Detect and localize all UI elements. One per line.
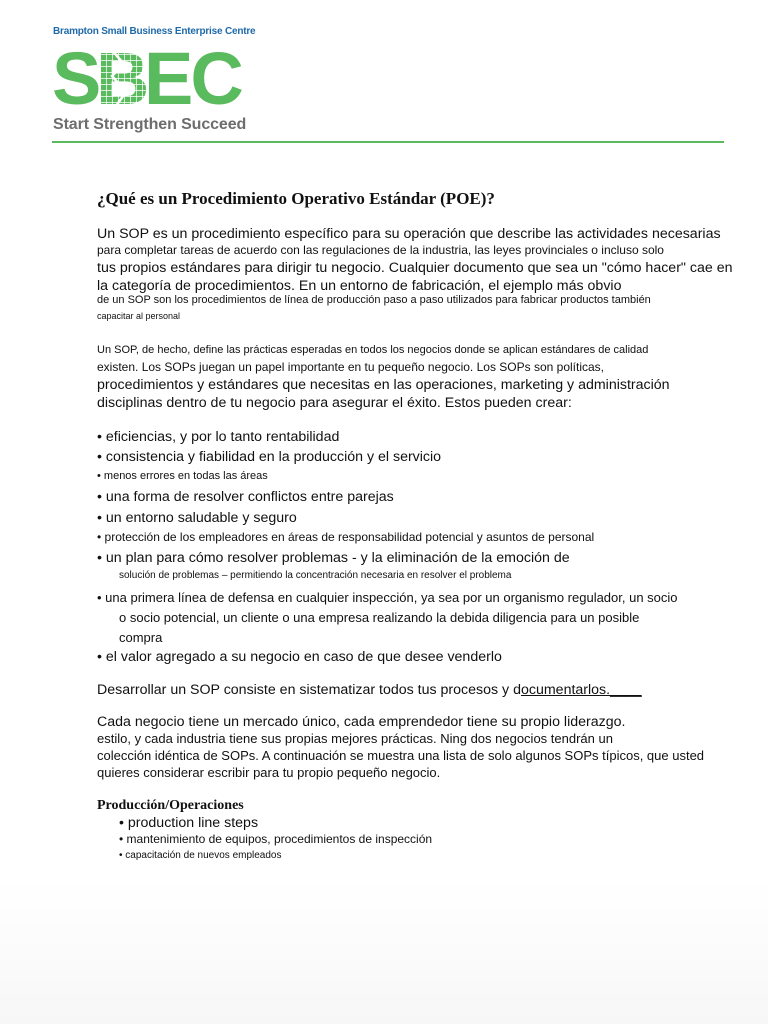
paragraph-line: tus propios estándares para dirigir tu negocio. Cualquier documento que sea un "cómo hacer" cae en	[97, 260, 733, 276]
list-item-continuation: solución de problemas – permitiendo la concentración necesaria en resolver el problema	[119, 570, 512, 581]
sbec-logo	[52, 42, 242, 112]
header-divider	[52, 141, 724, 143]
paragraph-line: estilo, y cada industria tiene sus propias mejores prácticas. Ning dos negocios tendrán un	[97, 731, 613, 746]
tagline: Start Strengthen Succeed	[53, 116, 247, 133]
paragraph-line: quieres considerar escribir para tu propio pequeño negocio.	[97, 765, 441, 780]
paragraph-line: procedimientos y estándares que necesitas en las operaciones, marketing y administración	[97, 377, 670, 393]
list-item-continuation: compra	[119, 630, 163, 645]
paragraph-line	[97, 683, 642, 697]
paragraph-line: Un SOP es un procedimiento específico para su operación que describe las actividades necesarias	[97, 226, 721, 242]
list-item: • un plan para cómo resolver problemas - y la eliminación de la emoción de	[97, 550, 570, 566]
paragraph-line: de un SOP son los procedimientos de línea de producción paso a paso utilizados para fabricar productos también	[97, 294, 651, 306]
list-item: • el valor agregado a su negocio en caso de que desee venderlo	[97, 649, 502, 665]
list-item: • una forma de resolver conflictos entre parejas	[97, 489, 394, 505]
list-item: • un entorno saludable y seguro	[97, 510, 297, 526]
paragraph-line: disciplinas dentro de tu negocio para asegurar el éxito. Estos pueden crear:	[97, 395, 572, 411]
list-item-continuation: o socio potencial, un cliente o una empresa realizando la debida diligencia para un posible	[119, 610, 640, 625]
paragraph-line: la categoría de procedimientos. En un entorno de fabricación, el ejemplo más obvio	[97, 278, 622, 294]
paragraph-line: capacitar al personal	[97, 311, 181, 321]
svg-text:B: B	[96, 42, 147, 112]
list-item: • eficiencias, y por lo tanto rentabilidad	[97, 429, 340, 445]
list-item: • menos errores en todas las áreas	[97, 470, 268, 482]
svg-text:S: S	[52, 42, 99, 112]
paragraph-line: para completar tareas de acuerdo con las regulaciones de la industria, las leyes provinciales o incluso solo	[97, 243, 664, 257]
svg-text:EC: EC	[144, 42, 241, 112]
paragraph-line: colección idéntica de SOPs. A continuación se muestra una lista de solo algunos SOPs típicos, que usted	[97, 748, 705, 763]
underlined-text: ocumentarlos.____	[520, 682, 642, 698]
paragraph-line: Cada negocio tiene un mercado único, cada emprendedor tiene su propio liderazgo.	[97, 714, 626, 730]
list-item: • mantenimiento de equipos, procedimientos de inspección	[119, 832, 433, 846]
paragraph-text: Desarrollar un SOP consiste en sistematizar todos tus procesos y d	[97, 682, 521, 698]
list-item: • consistencia y fiabilidad en la producción y el servicio	[97, 449, 442, 465]
organization-name: Brampton Small Business Enterprise Centre	[53, 26, 256, 37]
list-item: • capacitación de nuevos empleados	[119, 850, 282, 861]
paragraph-line: existen. Los SOPs juegan un papel importante en tu pequeño negocio. Los SOPs son políticas,	[97, 360, 604, 374]
page-bottom-fade	[0, 880, 768, 1024]
list-item: • una primera línea de defensa en cualquier inspección, ya sea por un organismo regulador, un socio	[97, 590, 678, 605]
list-item: • production line steps	[119, 815, 259, 831]
section-title: Producción/Operaciones	[97, 798, 244, 813]
list-item: • protección de los empleadores en áreas de responsabilidad potencial y asuntos de personal	[97, 530, 595, 544]
paragraph-line: Un SOP, de hecho, define las prácticas esperadas en todos los negocios donde se aplican estándares de calidad	[97, 344, 649, 356]
document-title: ¿Qué es un Procedimiento Operativo Estándar (POE)?	[97, 189, 495, 208]
